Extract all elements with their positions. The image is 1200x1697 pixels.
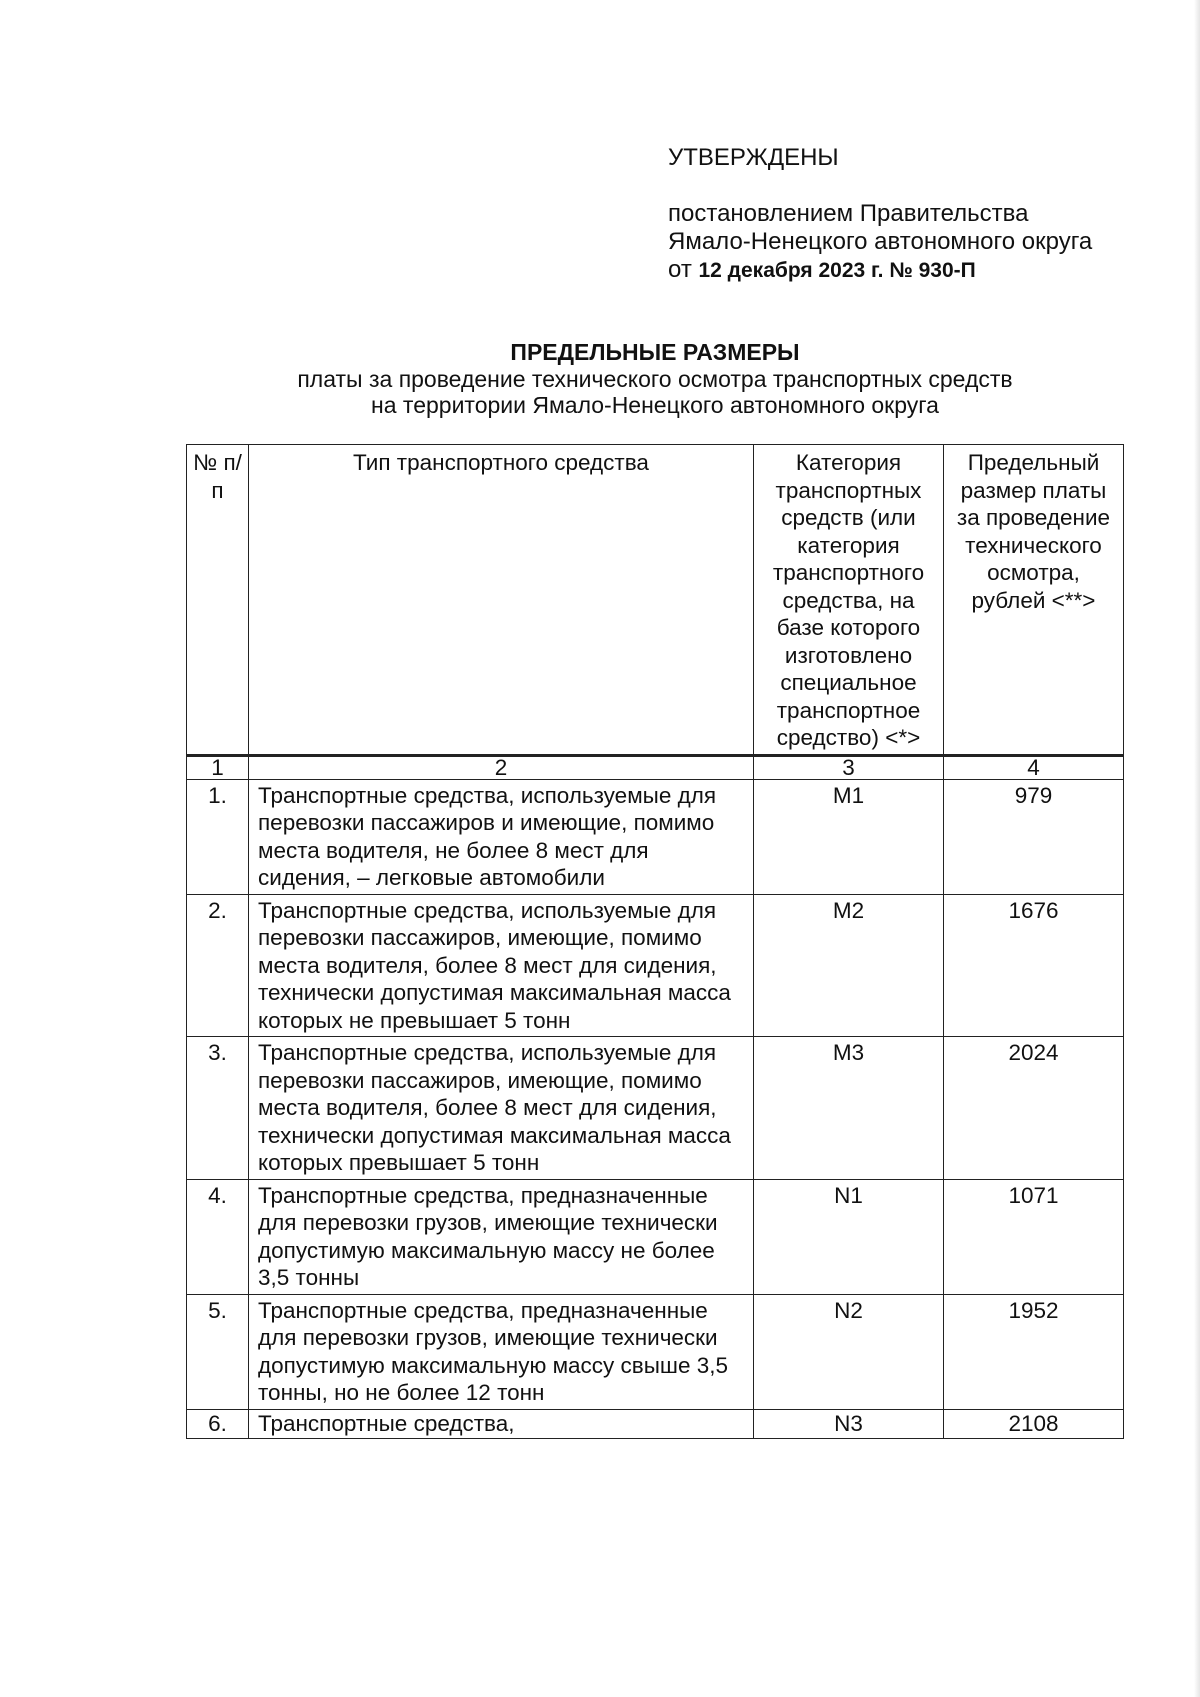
header-vehicle-type: Тип транспортного средства — [249, 445, 754, 756]
row-fee: 2024 — [944, 1037, 1124, 1180]
approval-date-line — [668, 256, 1168, 285]
row-category: M2 — [754, 894, 944, 1037]
table-row — [187, 1294, 1124, 1409]
table-row — [187, 1179, 1124, 1294]
row-fee: 1676 — [944, 894, 1124, 1037]
row-category: N2 — [754, 1294, 944, 1409]
header-number: № п/п — [187, 445, 249, 756]
approval-block — [668, 144, 1168, 285]
document-subtitle-line-1: платы за проведение технического осмотра транспортных средств — [297, 366, 1013, 392]
column-number: 4 — [944, 755, 1124, 779]
column-number-row — [187, 755, 1124, 779]
approval-line-1: постановлением Правительства — [668, 200, 1029, 227]
title-block — [180, 338, 1130, 418]
row-number: 5. — [187, 1294, 249, 1409]
row-vehicle-type: Транспортные средства, используемые для перевозки пассажиров и имеющие, помимо места водителя, не более 8 мест для сидения, – легковые автомобили — [249, 779, 754, 894]
row-category: M3 — [754, 1037, 944, 1180]
row-category: N3 — [754, 1409, 944, 1438]
row-vehicle-type: Транспортные средства, предназначенные для перевозки грузов, имеющие технически допустимую максимальную массу свыше 3,5 тонны, но не более 12 тонн — [249, 1294, 754, 1409]
row-number: 6. — [187, 1409, 249, 1438]
row-vehicle-type: Транспортные средства, — [249, 1409, 754, 1438]
document-subtitle-line-2: на территории Ямало-Ненецкого автономного округа — [371, 392, 939, 418]
page-edge — [1194, 0, 1200, 1697]
row-fee: 1071 — [944, 1179, 1124, 1294]
header-category: Категория транспортных средств (или категория транспортного средства, на базе которого изготовлено специальное транспортное средство) <*> — [754, 445, 944, 756]
column-number: 1 — [187, 755, 249, 779]
row-vehicle-type: Транспортные средства, используемые для перевозки пассажиров, имеющие, помимо места водителя, более 8 мест для сидения, технически допустимая максимальная масса которых превышает 5 тонн — [249, 1037, 754, 1180]
row-fee: 979 — [944, 779, 1124, 894]
row-category: N1 — [754, 1179, 944, 1294]
table-row — [187, 779, 1124, 894]
document-title: ПРЕДЕЛЬНЫЕ РАЗМЕРЫ — [510, 339, 800, 365]
header-fee: Предельный размер платы за проведение технического осмотра, рублей <**> — [944, 445, 1124, 756]
column-number: 2 — [249, 755, 754, 779]
table-row — [187, 894, 1124, 1037]
approval-line-2: Ямало-Ненецкого автономного округа — [668, 228, 1093, 255]
row-fee: 1952 — [944, 1294, 1124, 1409]
row-category: M1 — [754, 779, 944, 894]
approval-date-prefix: от — [668, 256, 692, 283]
column-number: 3 — [754, 755, 944, 779]
row-vehicle-type: Транспортные средства, используемые для перевозки пассажиров, имеющие, помимо места водителя, более 8 мест для сидения, технически допустимая максимальная масса которых не превышает 5 тонн — [249, 894, 754, 1037]
table-header-row — [187, 445, 1124, 756]
table-row — [187, 1037, 1124, 1180]
row-vehicle-type: Транспортные средства, предназначенные для перевозки грузов, имеющие технически допустимую максимальную массу не более 3,5 тонны — [249, 1179, 754, 1294]
row-number: 2. — [187, 894, 249, 1037]
table-row — [187, 1409, 1124, 1438]
fees-table — [186, 444, 1124, 1439]
row-number: 3. — [187, 1037, 249, 1180]
approval-date-value: 12 декабря 2023 г. № 930-П — [698, 259, 976, 282]
row-number: 4. — [187, 1179, 249, 1294]
approval-heading: УТВЕРЖДЕНЫ — [668, 144, 839, 171]
row-number: 1. — [187, 779, 249, 894]
row-fee: 2108 — [944, 1409, 1124, 1438]
